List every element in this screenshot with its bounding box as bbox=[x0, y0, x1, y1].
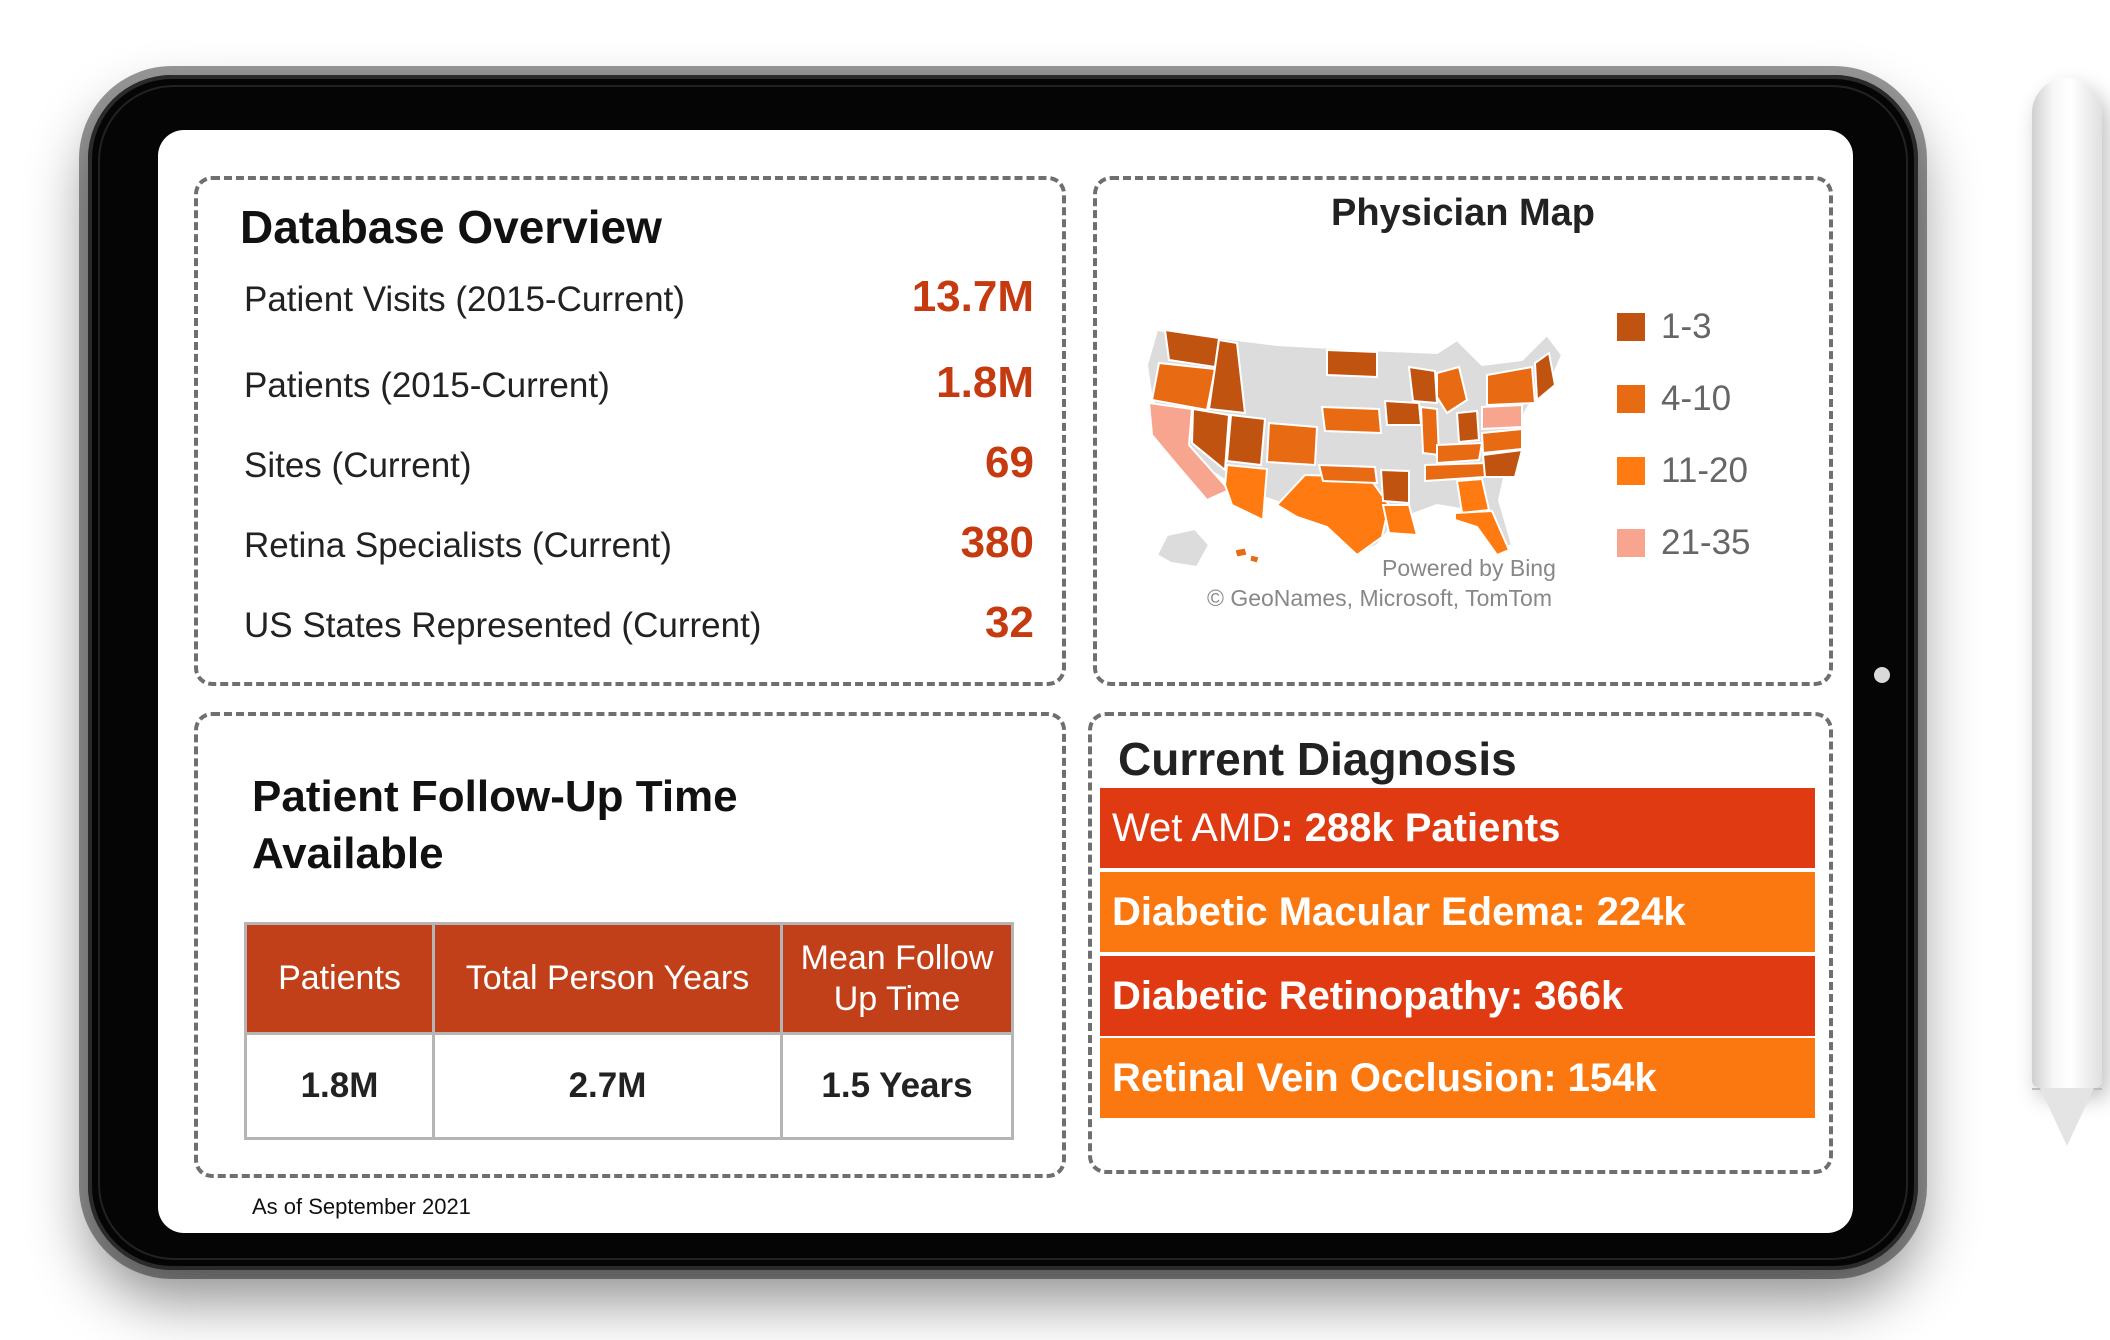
diagnosis-name: Retinal Vein Occlusion bbox=[1112, 1056, 1544, 1100]
map-region-washington bbox=[1165, 330, 1219, 367]
table-cell-mean-follow-up: 1.5 Years bbox=[782, 1034, 1013, 1139]
map-region-virginia bbox=[1482, 429, 1522, 453]
map-region-kentucky bbox=[1437, 443, 1482, 463]
stylus-tip bbox=[2040, 1088, 2094, 1146]
stat-value: 380 bbox=[960, 518, 1034, 567]
map-region-oklahoma bbox=[1319, 465, 1377, 483]
map-region-ohio bbox=[1457, 411, 1479, 442]
diagnosis-count: 224k bbox=[1596, 890, 1686, 934]
diagnosis-name: Diabetic Macular Edema bbox=[1112, 890, 1573, 934]
legend-swatch bbox=[1617, 529, 1645, 557]
map-credit-powered: Powered by Bing bbox=[1382, 555, 1556, 581]
map-region-arkansas bbox=[1381, 470, 1409, 503]
table-header-patients: Patients bbox=[246, 924, 434, 1034]
map-region-iowa bbox=[1385, 401, 1421, 425]
table-cell-patients: 1.8M bbox=[246, 1034, 434, 1139]
database-overview-title: Database Overview bbox=[240, 201, 662, 253]
legend-label: 4-10 bbox=[1661, 379, 1732, 418]
map-region-north-dakota bbox=[1327, 350, 1377, 377]
stat-value: 1.8M bbox=[936, 358, 1034, 407]
physician-map-title: Physician Map bbox=[1331, 192, 1595, 234]
tablet-screen bbox=[158, 130, 1853, 1233]
legend-label: 21-35 bbox=[1661, 523, 1751, 562]
legend-item-1-3 bbox=[1617, 305, 1817, 345]
map-region-texas bbox=[1277, 475, 1389, 555]
physician-map-panel bbox=[1093, 176, 1833, 686]
legend-label: 1-3 bbox=[1661, 307, 1712, 346]
stat-label: Retina Specialists (Current) bbox=[244, 526, 672, 565]
diagnosis-bar-diabetic-retinopathy: Diabetic Retinopathy: 366k bbox=[1100, 956, 1815, 1036]
table-header-total-person-years: Total Person Years bbox=[434, 924, 782, 1034]
diagnosis-bar-wet-amd: Wet AMD: 288k Patients bbox=[1100, 788, 1815, 868]
legend-item-21-35 bbox=[1617, 521, 1817, 561]
stat-row-patient-visits bbox=[244, 272, 1034, 332]
stat-value: 69 bbox=[985, 438, 1034, 487]
us-map[interactable] bbox=[1137, 305, 1577, 585]
map-region-utah bbox=[1227, 415, 1265, 465]
map-region-colorado bbox=[1267, 423, 1317, 465]
diagnosis-count: 288k Patients bbox=[1304, 806, 1561, 850]
diagnosis-count: 154k bbox=[1567, 1056, 1657, 1100]
follow-up-title: Patient Follow-Up Time Available bbox=[252, 772, 738, 878]
table-row bbox=[246, 1034, 1013, 1139]
map-region-wisconsin bbox=[1409, 367, 1437, 403]
map-region-hawaii bbox=[1235, 548, 1259, 563]
stat-row-sites bbox=[244, 438, 1034, 498]
diagnosis-count: 366k bbox=[1534, 974, 1624, 1018]
map-credit-sources: © GeoNames, Microsoft, TomTom bbox=[1207, 585, 1552, 611]
map-region-tennessee bbox=[1425, 463, 1487, 481]
stat-row-patients bbox=[244, 358, 1034, 418]
stat-row-us-states bbox=[244, 598, 1034, 658]
diagnosis-bar-dme: Diabetic Macular Edema: 224k bbox=[1100, 872, 1815, 952]
current-diagnosis-title: Current Diagnosis bbox=[1118, 733, 1517, 785]
stat-label: Patient Visits (2015-Current) bbox=[244, 280, 685, 319]
diagnosis-name: Wet AMD bbox=[1112, 806, 1281, 850]
map-region-arizona bbox=[1225, 465, 1267, 520]
stat-value: 32 bbox=[985, 598, 1034, 647]
legend-swatch bbox=[1617, 385, 1645, 413]
map-region-nebraska bbox=[1322, 407, 1381, 433]
map-region-carolinas bbox=[1483, 450, 1522, 477]
camera-dot bbox=[1874, 667, 1890, 683]
diagnosis-name: Diabetic Retinopathy bbox=[1112, 974, 1510, 1018]
table-cell-total-person-years: 2.7M bbox=[434, 1034, 782, 1139]
legend-swatch bbox=[1617, 457, 1645, 485]
map-region-pennsylvania bbox=[1482, 405, 1522, 429]
current-diagnosis-panel bbox=[1088, 712, 1833, 1174]
footnote-date: As of September 2021 bbox=[252, 1194, 471, 1219]
stat-value: 13.7M bbox=[911, 272, 1034, 321]
diagnosis-bar-rvo: Retinal Vein Occlusion: 154k bbox=[1100, 1038, 1815, 1118]
follow-up-table bbox=[244, 922, 1014, 1140]
legend-swatch bbox=[1617, 313, 1645, 341]
follow-up-panel bbox=[194, 712, 1066, 1178]
table-header-row bbox=[246, 924, 1013, 1034]
stat-row-retina-specialists bbox=[244, 518, 1034, 578]
legend-item-4-10 bbox=[1617, 377, 1817, 417]
stat-label: US States Represented (Current) bbox=[244, 606, 762, 645]
legend-label: 11-20 bbox=[1661, 451, 1748, 490]
stylus-pencil bbox=[2032, 78, 2102, 1088]
table-header-mean-follow-up: Mean Follow Up Time bbox=[782, 924, 1013, 1034]
database-overview-panel bbox=[194, 176, 1066, 686]
map-region-alaska bbox=[1157, 529, 1209, 567]
legend-item-11-20 bbox=[1617, 449, 1817, 489]
stat-label: Sites (Current) bbox=[244, 446, 472, 485]
stat-label: Patients (2015-Current) bbox=[244, 366, 610, 405]
